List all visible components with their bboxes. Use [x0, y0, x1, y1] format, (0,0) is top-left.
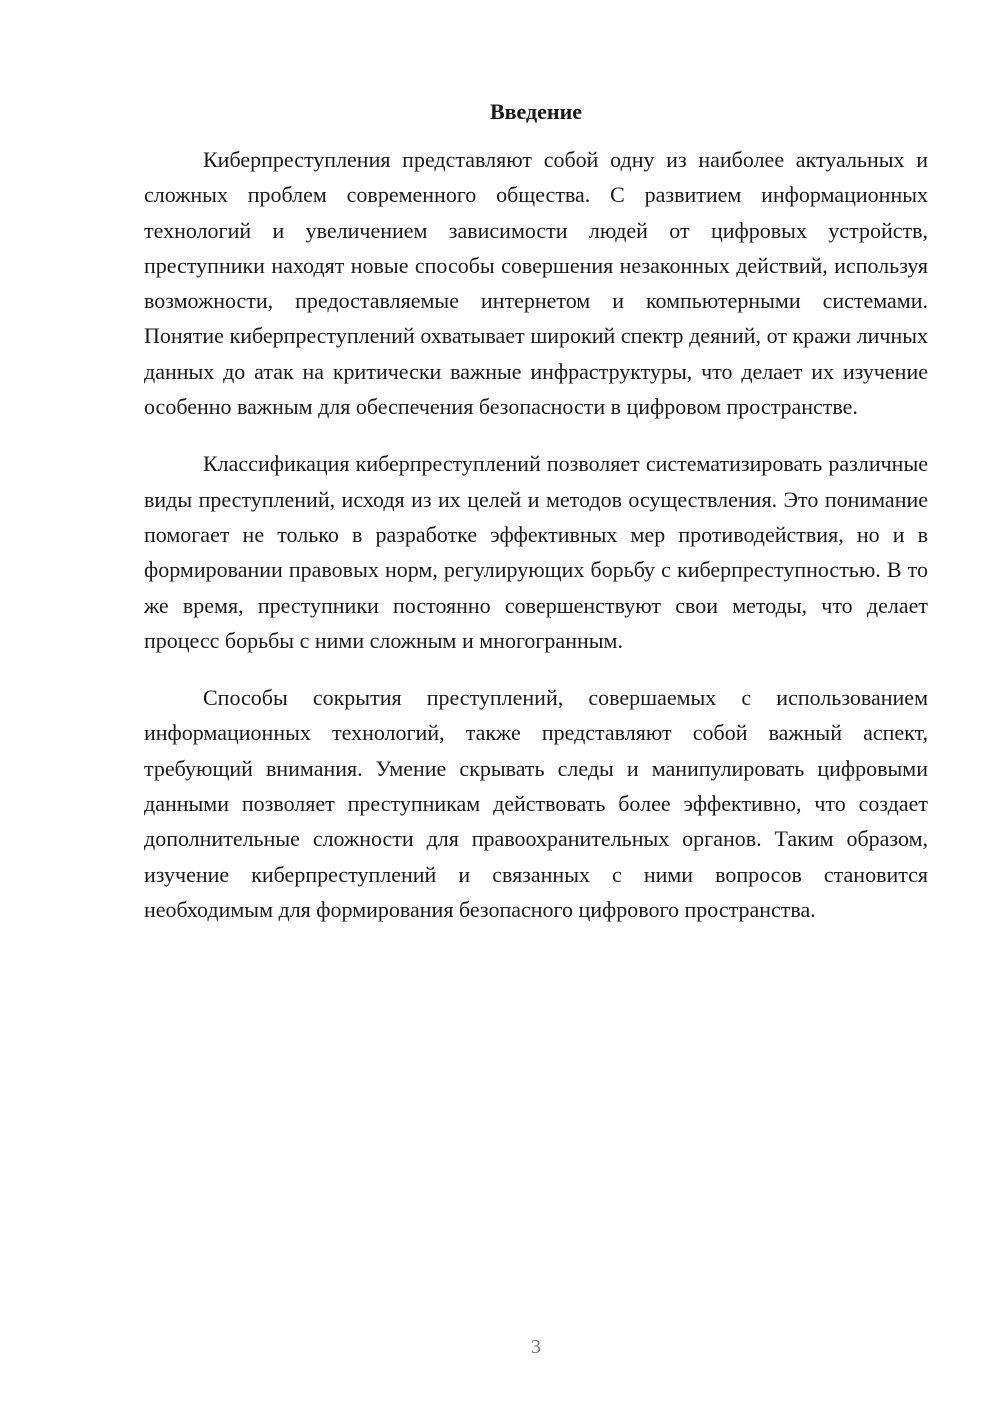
page-number: 3 — [531, 1336, 541, 1358]
paragraph-3: Способы сокрытия преступлений, совершаемых с использованием информационных технологий, также представляют собой важный аспект, требующий внимания. Умение скрывать следы и манипулировать цифровыми данными позволяет преступникам действовать более эффективно, что создает дополнительные сложности для правоохранительных органов. Таким образом, изучение киберпреступлений и связанных с ними вопросов становится необходимым для формирования безопасного цифрового пространства. — [144, 685, 928, 922]
paragraph-1: Киберпреступления представляют собой одну из наиболее актуальных и сложных проблем современного общества. С развитием информационных технологий и увеличением зависимости людей от цифровых устройств, преступники находят новые способы совершения незаконных действий, используя возможности, предоставляемые интернетом и компьютерными системами. Понятие киберпреступлений охватывает широкий спектр деяний, от кражи личных данных до атак на критически важные инфраструктуры, что делает их изучение особенно важным для обеспечения безопасности в цифровом пространстве. — [144, 147, 928, 420]
body-text — [144, 142, 928, 949]
paragraph-2: Классификация киберпреступлений позволяет систематизировать различные виды преступлений, исходя из их целей и методов осуществления. Это понимание помогает не только в разработке эффективных мер противодействия, но и в формировании правовых норм, регулирующих борьбу с киберпреступностью. В то же время, преступники постоянно совершенствуют свои методы, что делает процесс борьбы с ними сложным и многогранным. — [144, 451, 928, 653]
section-heading: Введение — [489, 99, 583, 124]
